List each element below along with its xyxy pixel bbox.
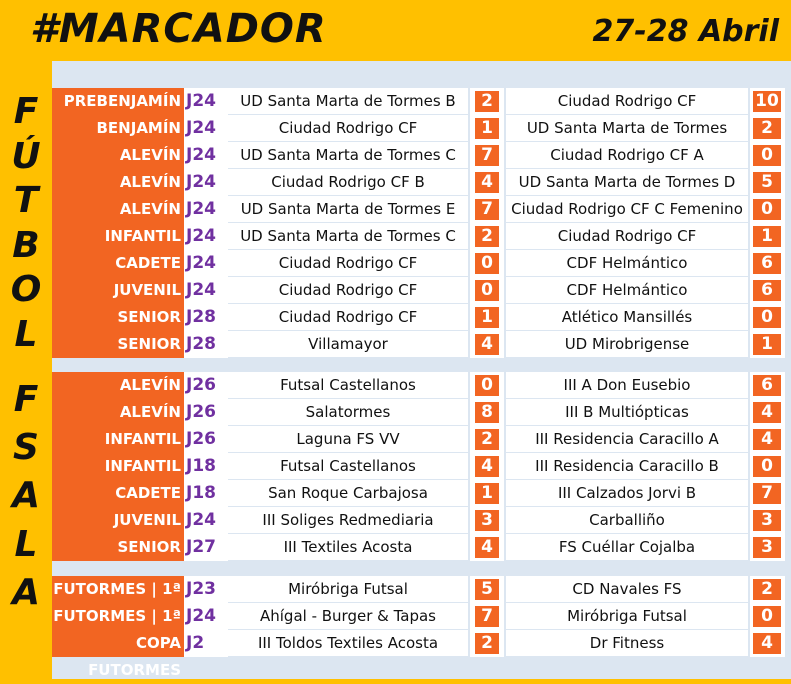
sidebar-letter: L bbox=[14, 523, 38, 565]
home-score-cell bbox=[470, 372, 504, 399]
home-team: Salatormes bbox=[228, 399, 468, 426]
category-label: SENIOR bbox=[52, 304, 184, 331]
sidebar-letter: S bbox=[13, 427, 39, 469]
matchday-label: J23 bbox=[184, 576, 228, 603]
away-team: Ciudad Rodrigo CF A bbox=[506, 142, 748, 169]
match-row bbox=[52, 426, 785, 453]
category-label: SENIOR bbox=[52, 331, 184, 358]
sidebar-letter: F bbox=[13, 379, 39, 421]
away-score: 0 bbox=[753, 307, 781, 328]
home-score: 7 bbox=[475, 145, 499, 166]
home-score: 4 bbox=[475, 456, 499, 477]
matchday-label: J26 bbox=[184, 399, 228, 426]
away-score: 2 bbox=[753, 579, 781, 600]
home-score: 1 bbox=[475, 307, 499, 328]
match-row bbox=[52, 480, 785, 507]
away-score-cell bbox=[750, 88, 785, 115]
home-team: Ciudad Rodrigo CF B bbox=[228, 169, 468, 196]
home-score: 2 bbox=[475, 429, 499, 450]
away-team: III A Don Eusebio bbox=[506, 372, 748, 399]
sidebar-letter: O bbox=[10, 269, 42, 311]
home-team: Ciudad Rodrigo CF bbox=[228, 304, 468, 331]
match-row bbox=[52, 115, 785, 142]
home-score: 2 bbox=[475, 226, 499, 247]
home-team: Ahígal - Burger & Tapas bbox=[228, 603, 468, 630]
matchday-label: J24 bbox=[184, 250, 228, 277]
home-score: 1 bbox=[475, 118, 499, 139]
away-score-cell bbox=[750, 534, 785, 561]
away-score-cell bbox=[750, 115, 785, 142]
away-team: FS Cuéllar Cojalba bbox=[506, 534, 748, 561]
category-label: ALEVÍN bbox=[52, 196, 184, 223]
home-score-cell bbox=[470, 630, 504, 657]
away-score: 3 bbox=[753, 510, 781, 531]
match-row bbox=[52, 507, 785, 534]
home-team: Laguna FS VV bbox=[228, 426, 468, 453]
match-row bbox=[52, 630, 785, 679]
away-score-cell bbox=[750, 250, 785, 277]
home-score-cell bbox=[470, 331, 504, 358]
category-label: ALEVÍN bbox=[52, 372, 184, 399]
away-score: 1 bbox=[753, 226, 781, 247]
home-team: Ciudad Rodrigo CF bbox=[228, 277, 468, 304]
category-label: FUTORMES | 1ª bbox=[52, 603, 184, 630]
away-score: 3 bbox=[753, 537, 781, 558]
away-score-cell bbox=[750, 507, 785, 534]
futbol-section-label bbox=[0, 88, 52, 358]
category-label: INFANTIL bbox=[52, 453, 184, 480]
away-score-cell bbox=[750, 630, 785, 657]
away-score-cell bbox=[750, 142, 785, 169]
matchday-label: J18 bbox=[184, 453, 228, 480]
away-score: 2 bbox=[753, 118, 781, 139]
category-label: PREBENJAMÍN bbox=[52, 88, 184, 115]
match-row bbox=[52, 453, 785, 480]
home-team: Ciudad Rodrigo CF bbox=[228, 115, 468, 142]
away-score-cell bbox=[750, 196, 785, 223]
home-score: 0 bbox=[475, 280, 499, 301]
home-score-cell bbox=[470, 453, 504, 480]
category-label: ALEVÍN bbox=[52, 169, 184, 196]
away-score: 7 bbox=[753, 483, 781, 504]
away-team: III Residencia Caracillo B bbox=[506, 453, 748, 480]
home-score-cell bbox=[470, 142, 504, 169]
away-score: 4 bbox=[753, 633, 781, 654]
home-score: 2 bbox=[475, 633, 499, 654]
match-row bbox=[52, 399, 785, 426]
home-score: 3 bbox=[475, 510, 499, 531]
home-team: Ciudad Rodrigo CF bbox=[228, 250, 468, 277]
away-team: UD Santa Marta de Tormes bbox=[506, 115, 748, 142]
home-score-cell bbox=[470, 88, 504, 115]
home-team: UD Santa Marta de Tormes C bbox=[228, 142, 468, 169]
category-label: JUVENIL bbox=[52, 277, 184, 304]
category-label: SENIOR bbox=[52, 534, 184, 561]
home-score-cell bbox=[470, 399, 504, 426]
matchday-label: J24 bbox=[184, 115, 228, 142]
home-score: 1 bbox=[475, 483, 499, 504]
match-row bbox=[52, 534, 785, 561]
away-team: CDF Helmántico bbox=[506, 277, 748, 304]
matchday-label: J26 bbox=[184, 372, 228, 399]
matchday-label: J24 bbox=[184, 507, 228, 534]
home-team: UD Santa Marta de Tormes C bbox=[228, 223, 468, 250]
category-label: BENJAMÍN bbox=[52, 115, 184, 142]
away-score-cell bbox=[750, 480, 785, 507]
sidebar-letter: A bbox=[12, 475, 40, 517]
away-score-cell bbox=[750, 277, 785, 304]
matchday-label: J28 bbox=[184, 331, 228, 358]
category-label: ALEVÍN bbox=[52, 399, 184, 426]
matchday-label: J28 bbox=[184, 304, 228, 331]
match-row bbox=[52, 142, 785, 169]
home-score-cell bbox=[470, 507, 504, 534]
away-team: Dr Fitness bbox=[506, 630, 748, 657]
away-team: UD Santa Marta de Tormes D bbox=[506, 169, 748, 196]
home-score-cell bbox=[470, 576, 504, 603]
away-score: 0 bbox=[753, 456, 781, 477]
home-score-cell bbox=[470, 223, 504, 250]
header bbox=[0, 0, 791, 61]
home-score: 2 bbox=[475, 91, 499, 112]
away-team: UD Mirobrigense bbox=[506, 331, 748, 358]
away-score-cell bbox=[750, 426, 785, 453]
away-team: Ciudad Rodrigo CF bbox=[506, 223, 748, 250]
matchday-label: J18 bbox=[184, 480, 228, 507]
category-label: INFANTIL bbox=[52, 426, 184, 453]
away-score-cell bbox=[750, 304, 785, 331]
home-team: UD Santa Marta de Tormes B bbox=[228, 88, 468, 115]
home-score: 7 bbox=[475, 199, 499, 220]
sidebar-letter: Ú bbox=[11, 135, 41, 177]
away-score-cell bbox=[750, 331, 785, 358]
away-score: 4 bbox=[753, 429, 781, 450]
matchday-label: J24 bbox=[184, 603, 228, 630]
match-row bbox=[52, 277, 785, 304]
away-score: 6 bbox=[753, 280, 781, 301]
sidebar-letter: T bbox=[13, 180, 39, 222]
match-row bbox=[52, 196, 785, 223]
matchday-label: J24 bbox=[184, 196, 228, 223]
home-score-cell bbox=[470, 250, 504, 277]
sidebar-letter: F bbox=[13, 91, 39, 133]
match-row bbox=[52, 169, 785, 196]
home-score-cell bbox=[470, 534, 504, 561]
home-team: Miróbriga Futsal bbox=[228, 576, 468, 603]
category-label: INFANTIL bbox=[52, 223, 184, 250]
away-team: Ciudad Rodrigo CF bbox=[506, 88, 748, 115]
match-row bbox=[52, 223, 785, 250]
home-score-cell bbox=[470, 603, 504, 630]
category-label: CADETE bbox=[52, 480, 184, 507]
away-score: 1 bbox=[753, 334, 781, 355]
home-score-cell bbox=[470, 304, 504, 331]
home-score: 0 bbox=[475, 375, 499, 396]
home-team: Futsal Castellanos bbox=[228, 372, 468, 399]
match-row bbox=[52, 304, 785, 331]
home-team: III Toldos Textiles Acosta bbox=[228, 630, 468, 657]
matchday-label: J2 bbox=[184, 630, 228, 657]
away-score: 0 bbox=[753, 606, 781, 627]
sidebar-letter: L bbox=[14, 313, 38, 355]
home-score-cell bbox=[470, 426, 504, 453]
away-team: III Residencia Caracillo A bbox=[506, 426, 748, 453]
home-score-cell bbox=[470, 196, 504, 223]
matchday-label: J24 bbox=[184, 142, 228, 169]
away-score-cell bbox=[750, 223, 785, 250]
fsala-section-label bbox=[0, 372, 52, 620]
away-team: CD Navales FS bbox=[506, 576, 748, 603]
page-title: #MARCADOR bbox=[30, 6, 327, 52]
home-team: Futsal Castellanos bbox=[228, 453, 468, 480]
match-row bbox=[52, 250, 785, 277]
matchday-label: J24 bbox=[184, 223, 228, 250]
away-score: 6 bbox=[753, 375, 781, 396]
match-row bbox=[52, 331, 785, 358]
away-team: Ciudad Rodrigo CF C Femenino bbox=[506, 196, 748, 223]
home-score: 0 bbox=[475, 253, 499, 274]
date-label: 27-28 Abril bbox=[592, 14, 779, 49]
home-score-cell bbox=[470, 115, 504, 142]
matchday-label: J26 bbox=[184, 426, 228, 453]
away-score-cell bbox=[750, 453, 785, 480]
away-score-cell bbox=[750, 603, 785, 630]
home-score: 4 bbox=[475, 172, 499, 193]
home-team: UD Santa Marta de Tormes E bbox=[228, 196, 468, 223]
sidebar-letter: B bbox=[12, 224, 40, 266]
away-score-cell bbox=[750, 399, 785, 426]
home-score-cell bbox=[470, 277, 504, 304]
away-score: 0 bbox=[753, 145, 781, 166]
home-team: III Textiles Acosta bbox=[228, 534, 468, 561]
away-score-cell bbox=[750, 372, 785, 399]
category-label: CADETE bbox=[52, 250, 184, 277]
home-team: San Roque Carbajosa bbox=[228, 480, 468, 507]
away-score: 6 bbox=[753, 253, 781, 274]
away-score: 0 bbox=[753, 199, 781, 220]
home-score: 7 bbox=[475, 606, 499, 627]
match-row bbox=[52, 576, 785, 603]
category-label: FUTORMES | 1ª bbox=[52, 576, 184, 603]
away-score-cell bbox=[750, 169, 785, 196]
home-team: III Soliges Redmediaria bbox=[228, 507, 468, 534]
away-team: Atlético Mansillés bbox=[506, 304, 748, 331]
category-label: ALEVÍN bbox=[52, 142, 184, 169]
away-team: Miróbriga Futsal bbox=[506, 603, 748, 630]
match-row bbox=[52, 603, 785, 630]
away-team: CDF Helmántico bbox=[506, 250, 748, 277]
match-row bbox=[52, 88, 785, 115]
away-score: 5 bbox=[753, 172, 781, 193]
home-score-cell bbox=[470, 480, 504, 507]
sidebar-letter: A bbox=[12, 571, 40, 613]
category-label: JUVENIL bbox=[52, 507, 184, 534]
matchday-label: J24 bbox=[184, 277, 228, 304]
home-score: 4 bbox=[475, 334, 499, 355]
home-team: Villamayor bbox=[228, 331, 468, 358]
away-score: 4 bbox=[753, 402, 781, 423]
away-score: 10 bbox=[753, 91, 781, 112]
away-team: III B Multiópticas bbox=[506, 399, 748, 426]
home-score: 8 bbox=[475, 402, 499, 423]
away-team: III Calzados Jorvi B bbox=[506, 480, 748, 507]
away-team: Carballiño bbox=[506, 507, 748, 534]
home-score-cell bbox=[470, 169, 504, 196]
home-score: 4 bbox=[475, 537, 499, 558]
matchday-label: J24 bbox=[184, 88, 228, 115]
category-label: COPA FUTORMES bbox=[52, 630, 184, 657]
away-score-cell bbox=[750, 576, 785, 603]
match-row bbox=[52, 372, 785, 399]
home-score: 5 bbox=[475, 579, 499, 600]
matchday-label: J24 bbox=[184, 169, 228, 196]
matchday-label: J27 bbox=[184, 534, 228, 561]
